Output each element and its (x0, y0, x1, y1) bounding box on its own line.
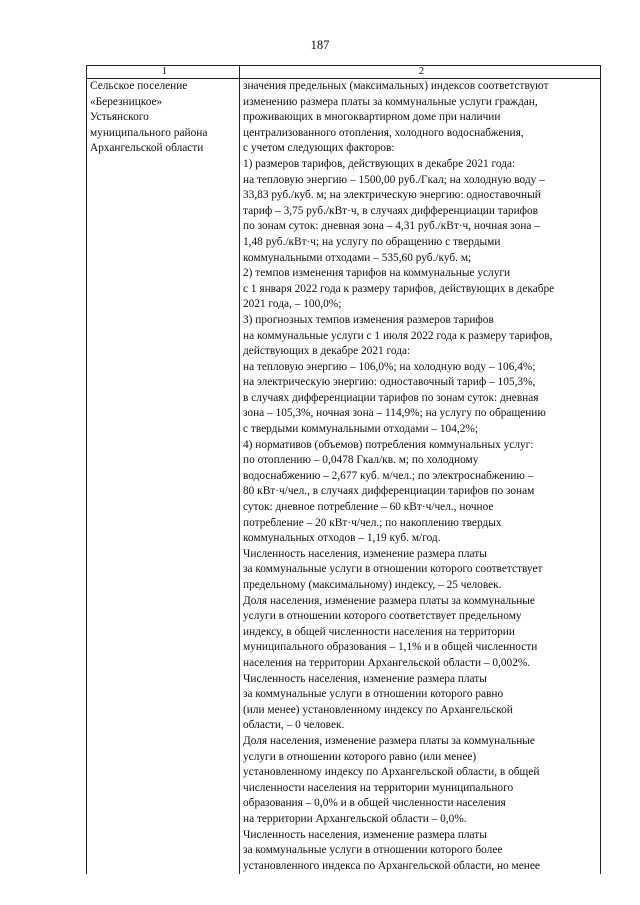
text-line: услуги в отношении которого соответствует предельному (243, 610, 522, 623)
region-name-line: Устьянского (90, 111, 149, 124)
text-line: коммунальных отходов – 1,19 куб. м/год. (243, 532, 441, 545)
text-line: на электрическую энергию: одноставочный тариф – 105,3%, (243, 376, 536, 389)
text-line: тариф – 3,75 руб./кВт·ч, в случаях дифференциации тарифов (243, 204, 539, 217)
text-line: с 1 января 2022 года к размеру тарифов, действующих в декабре (243, 282, 555, 295)
description-cell (240, 79, 601, 875)
text-line: водоснабжению – 2,677 куб. м/чел.; по электроснабжению – (243, 469, 534, 482)
text-line: за коммунальные услуги в отношении которого соответствует (243, 563, 543, 576)
region-name-line: Сельское поселение (90, 80, 188, 92)
text-line: по отоплению – 0,0478 Гкал/кв. м; по холодному (243, 454, 479, 467)
text-line: услуги в отношении которого равно (или менее) (243, 750, 477, 763)
text-line: 4) нормативов (объемов) потребления коммунальных услуг: (243, 438, 534, 451)
region-name-line: муниципального района (90, 126, 208, 139)
column-header-2: 2 (240, 66, 601, 79)
text-line: в случаях дифференциации тарифов по зонам суток: дневная (243, 391, 539, 404)
text-line: 2021 года, – 100,0%; (243, 298, 342, 311)
text-line: на тепловую энергию – 1500,00 руб./Гкал; на холодную воду – (243, 173, 545, 186)
table-header-row (87, 66, 601, 79)
text-line: установленного индекса по Архангельской области, но менее (243, 859, 540, 872)
text-line: значения предельных (максимальных) индексов соответствуют (243, 80, 549, 92)
text-line: 80 кВт·ч/чел., в случаях дифференциации тарифов по зонам (243, 485, 535, 498)
text-line: Численность населения, изменение размера платы (243, 547, 487, 560)
text-line: проживающих в многоквартирном доме при наличии (243, 111, 501, 124)
region-name-line: «Березницкое» (90, 95, 163, 108)
page-number: 187 (310, 38, 330, 52)
text-line: с твердыми коммунальными отходами – 104,2%; (243, 423, 478, 436)
text-line: 1,48 руб./кВт·ч; на услугу по обращению с твердыми (243, 235, 501, 248)
text-line: установленному индексу по Архангельской области, в общей (243, 766, 540, 779)
text-line: 33,83 руб./куб. м; на электрическую энергию: одноставочный (243, 189, 541, 202)
text-line: по зонам суток: дневная зона – 4,31 руб./кВт·ч, ночная зона – (243, 220, 540, 233)
text-line: 1) размеров тарифов, действующих в декабре 2021 года: (243, 157, 516, 170)
text-line: потребление – 20 кВт·ч/чел.; по накоплению твердых (243, 516, 502, 529)
table-row (87, 79, 601, 875)
text-line: образования – 0,0% и в общей численности населения (243, 797, 506, 810)
text-line: за коммунальные услуги в отношении которого более (243, 844, 503, 857)
region-cell (87, 79, 240, 875)
text-line: численности населения на территории муниципального (243, 781, 514, 794)
text-line: области, – 0 человек. (243, 719, 345, 732)
text-line: населения на территории Архангельской области – 0,002%. (243, 656, 531, 669)
text-line: с учетом следующих факторов: (243, 142, 395, 155)
text-line: предельному (максимальному) индексу, – 25 человек. (243, 579, 502, 591)
text-line: Доля населения, изменение размера платы за коммунальные (243, 734, 535, 747)
text-line: Доля населения, изменение размера платы за коммунальные (243, 594, 535, 607)
text-line: Численность населения, изменение размера платы (243, 672, 487, 685)
text-line: зона – 105,3%, ночная зона – 114,9%; на услугу по обращению (243, 407, 546, 420)
text-line: муниципального образования – 1,1% и в общей численности (243, 641, 538, 654)
text-line: коммунальными отходами – 535,60 руб./куб. м; (243, 251, 472, 264)
text-line: за коммунальные услуги в отношении которого равно (243, 688, 504, 701)
column-header-1: 1 (87, 66, 240, 79)
text-line: суток: дневное потребление – 60 кВт·ч/чел., ночное (243, 501, 494, 514)
text-line: 2) темпов изменения тарифов на коммунальные услуги (243, 267, 511, 280)
text-line: (или менее) установленному индексу по Архангельской (243, 703, 513, 716)
text-line: индексу, в общей численности населения на территории (243, 625, 515, 638)
text-line: Численность населения, изменение размера платы (243, 828, 487, 841)
text-line: на коммунальные услуги с 1 июля 2022 года к размеру тарифов, (243, 329, 553, 342)
text-line: на территории Архангельской области – 0,0%. (243, 812, 467, 825)
text-line: действующих в декабре 2021 года: (243, 345, 411, 358)
text-line: на тепловую энергию – 106,0%; на холодную воду – 106,4%; (243, 360, 536, 373)
text-line: изменению размера платы за коммунальные услуги граждан, (243, 95, 538, 108)
text-line: 3) прогнозных темпов изменения размеров тарифов (243, 313, 494, 326)
region-name-line: Архангельской области (90, 142, 204, 155)
text-line: централизованного отопления, холодного водоснабжения, (243, 126, 524, 139)
tariff-table (86, 65, 601, 874)
